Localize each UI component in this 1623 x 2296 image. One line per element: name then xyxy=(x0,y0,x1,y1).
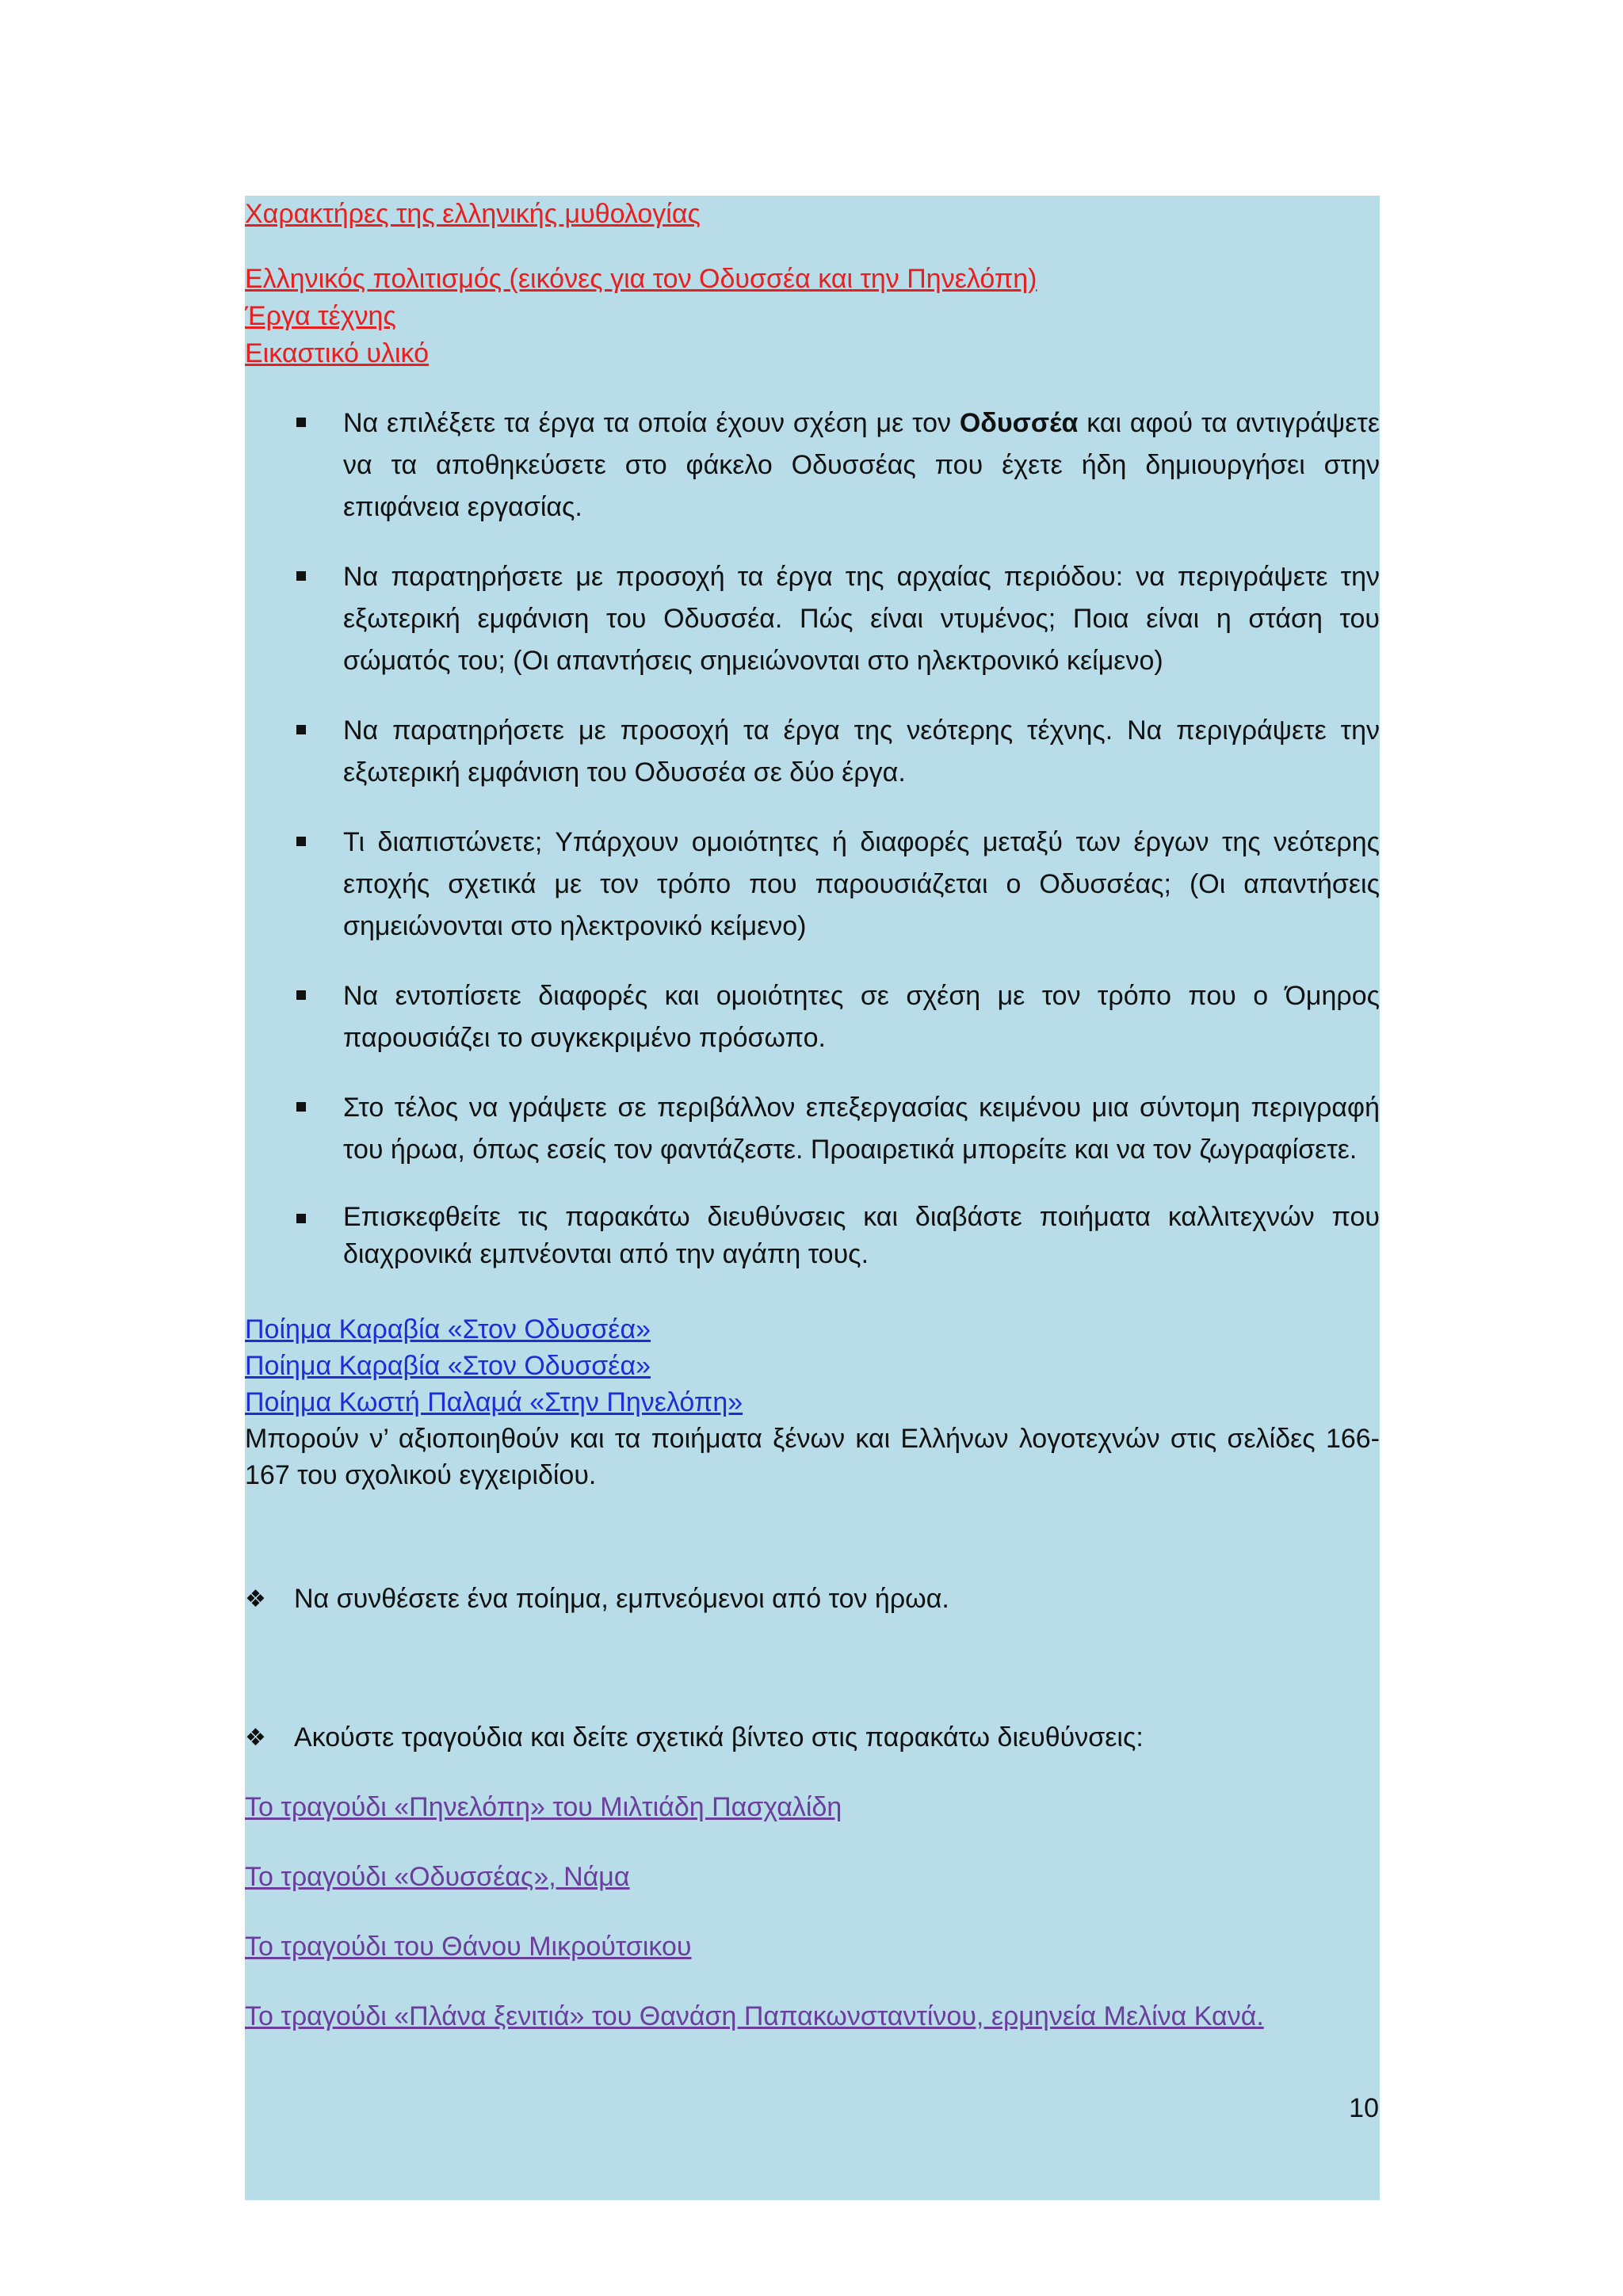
link-poem-palamas[interactable]: Ποίημα Κωστή Παλαμά «Στην Πηνελόπη» xyxy=(245,1387,743,1417)
square-bullet-icon xyxy=(296,1102,306,1112)
square-bullet-icon xyxy=(296,837,306,846)
page-number: 10 xyxy=(1349,2093,1379,2123)
task-text-bold: Οδυσσέα xyxy=(959,408,1079,438)
link-poem-karavia-2[interactable]: Ποίημα Καραβία «Στον Οδυσσέα» xyxy=(245,1351,651,1381)
task-text: Στο τέλος να γράψετε σε περιβάλλον επεξεργασίας κειμένου μια σύντομη περιγραφή του ήρωα, όπως εσείς τον φαντάζεστε. Προαιρετικά μπορείτε και να τον ζωγραφίσετε. xyxy=(343,1093,1380,1165)
task-item-compare-works xyxy=(245,822,1380,948)
task-item-homer-comparison xyxy=(245,975,1380,1059)
song-links xyxy=(245,1789,1380,2035)
link-greek-civilization-images[interactable]: Ελληνικός πολιτισμός (εικόνες για τον Οδυσσέα και την Πηνελόπη) xyxy=(245,264,1037,294)
star-item-text: Να συνθέσετε ένα ποίημα, εμπνεόμενοι από τον ήρωα. xyxy=(294,1584,949,1614)
square-bullet-icon xyxy=(296,1214,306,1223)
star-item-compose-poem xyxy=(245,1581,1380,1618)
task-text: και αφού τα αντιγράψετε να τα αποθηκεύσετε στο φάκελο Οδυσσέας που έχετε ήδη δημιουργήσει στην επιφάνεια εργασίας. xyxy=(343,408,1380,522)
task-text: Να εντοπίσετε διαφορές και ομοιότητες σε σχέση με τον τρόπο που ο Όμηρος παρουσιάζει το συγκεκριμένο πρόσωπο. xyxy=(343,981,1380,1053)
link-song-plana-xenitia[interactable]: Το τραγούδι «Πλάνα ξενιτιά» του Θανάση Παπακωνσταντίνου, ερμηνεία Μελίνα Κανά. xyxy=(245,2001,1264,2031)
square-bullet-icon xyxy=(296,725,306,734)
task-text: Να παρατηρήσετε με προσοχή τα έργα της νεότερης τέχνης. Να περιγράψετε την εξωτερική εμφάνιση του Οδυσσέα σε δύο έργα. xyxy=(343,715,1380,788)
link-song-penelope[interactable]: Το τραγούδι «Πηνελόπη» του Μιλτιάδη Πασχαλίδη xyxy=(245,1792,842,1822)
link-song-mikroutsikos[interactable]: Το τραγούδι του Θάνου Μικρούτσικου xyxy=(245,1932,692,1962)
poem-links xyxy=(245,1311,1380,1493)
link-artworks[interactable]: Έργα τέχνης xyxy=(245,301,396,331)
star-item-listen-songs xyxy=(245,1719,1380,1756)
link-poem-karavia-1[interactable]: Ποίημα Καραβία «Στον Οδυσσέα» xyxy=(245,1314,651,1344)
link-greek-mythology-characters[interactable]: Χαρακτήρες της ελληνικής μυθολογίας xyxy=(245,199,701,229)
square-bullet-icon xyxy=(296,571,306,581)
page-content xyxy=(245,196,1380,2068)
task-text: Να επιλέξετε τα έργα τα οποία έχουν σχέση με τον xyxy=(343,408,960,438)
link-visual-material[interactable]: Εικαστικό υλικό xyxy=(245,338,430,368)
task-text: Επισκεφθείτε τις παρακάτω διευθύνσεις και διαβάστε ποιήματα καλλιτεχνών που διαχρονικά εμπνέονται από την αγάπη τους. xyxy=(343,1202,1380,1269)
square-bullet-icon xyxy=(296,990,306,1000)
poems-note: Μπορούν ν’ αξιοποιηθούν και τα ποιήματα ξένων και Ελλήνων λογοτεχνών στις σελίδες 166-167 του σχολικού εγχειριδίου. xyxy=(245,1424,1380,1490)
task-text: Τι διαπιστώνετε; Υπάρχουν ομοιότητες ή διαφορές μεταξύ των έργων της νεότερης εποχής σχετικά με τον τρόπο που παρουσιάζεται ο Οδυσσέας; (Οι απαντήσεις σημειώνονται στο ηλεκτρονικό κείμενο) xyxy=(343,827,1380,941)
task-item-visit-poems xyxy=(245,1199,1380,1273)
task-text: Να παρατηρήσετε με προσοχή τα έργα της αρχαίας περιόδου: να περιγράψετε την εξωτερική εμφάνιση του Οδυσσέα. Πώς είναι ντυμένος; Ποια είναι η στάση του σώματός του; (Οι απαντήσεις σημειώνονται στο ηλεκτρονικό κείμενο) xyxy=(343,562,1380,676)
task-item-write-description xyxy=(245,1087,1380,1171)
task-list xyxy=(245,402,1380,1273)
square-bullet-icon xyxy=(296,418,306,427)
star-item-text: Ακούστε τραγούδια και δείτε σχετικά βίντεο στις παρακάτω διευθύνσεις: xyxy=(294,1722,1144,1753)
four-diamond-bullet-icon: ❖ xyxy=(245,1585,266,1613)
link-song-odysseas-nama[interactable]: Το τραγούδι «Οδυσσέας», Νάμα xyxy=(245,1862,630,1892)
task-item-select-works xyxy=(245,402,1380,528)
task-item-modern-works xyxy=(245,710,1380,794)
task-item-ancient-works xyxy=(245,556,1380,682)
four-diamond-bullet-icon: ❖ xyxy=(245,1724,266,1752)
